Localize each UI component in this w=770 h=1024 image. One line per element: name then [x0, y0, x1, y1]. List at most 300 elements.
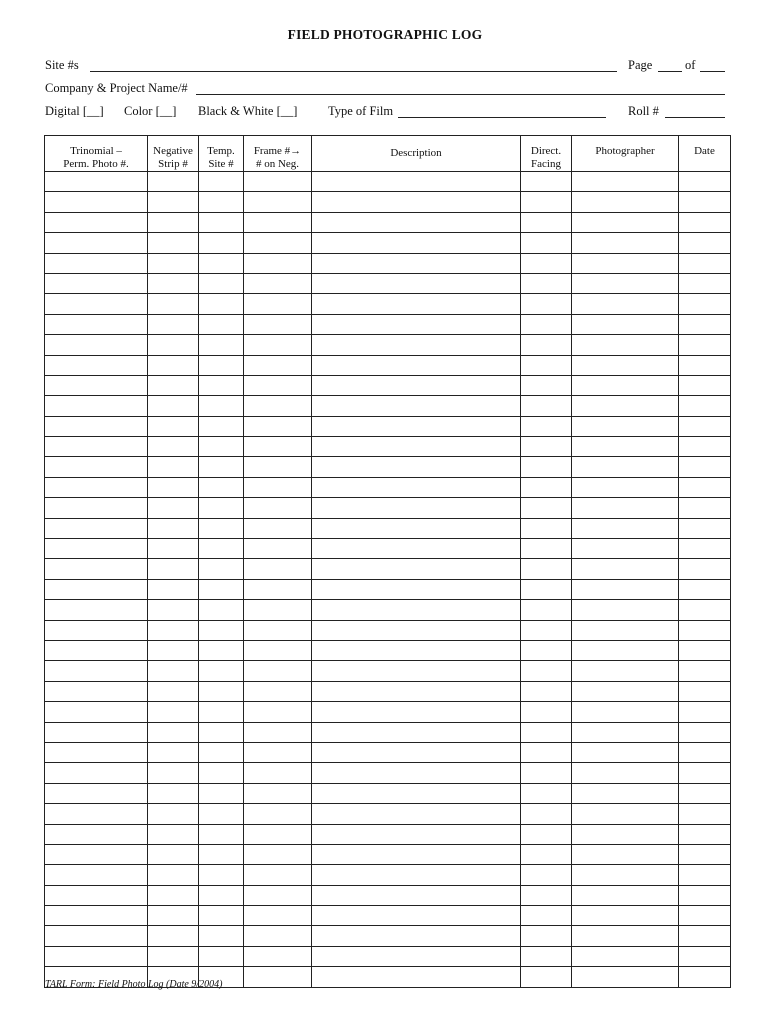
- trinomial-cell[interactable]: [45, 579, 148, 599]
- date-cell[interactable]: [679, 273, 731, 293]
- temp-site-cell[interactable]: [199, 763, 244, 783]
- temp-site-cell[interactable]: [199, 437, 244, 457]
- date-cell[interactable]: [679, 600, 731, 620]
- direction-cell[interactable]: [521, 722, 572, 742]
- description-cell[interactable]: [312, 335, 521, 355]
- photographer-cell[interactable]: [572, 477, 679, 497]
- direction-cell[interactable]: [521, 804, 572, 824]
- direction-cell[interactable]: [521, 477, 572, 497]
- direction-cell[interactable]: [521, 375, 572, 395]
- date-cell[interactable]: [679, 783, 731, 803]
- direction-cell[interactable]: [521, 579, 572, 599]
- temp-site-cell[interactable]: [199, 416, 244, 436]
- temp-site-cell[interactable]: [199, 457, 244, 477]
- temp-site-cell[interactable]: [199, 640, 244, 660]
- photographer-cell[interactable]: [572, 518, 679, 538]
- photographer-cell[interactable]: [572, 498, 679, 518]
- temp-site-cell[interactable]: [199, 335, 244, 355]
- frame-cell[interactable]: [244, 416, 312, 436]
- frame-cell[interactable]: [244, 559, 312, 579]
- frame-cell[interactable]: [244, 865, 312, 885]
- negative-strip-cell[interactable]: [148, 579, 199, 599]
- direction-cell[interactable]: [521, 926, 572, 946]
- date-cell[interactable]: [679, 437, 731, 457]
- negative-strip-cell[interactable]: [148, 804, 199, 824]
- frame-cell[interactable]: [244, 437, 312, 457]
- frame-cell[interactable]: [244, 661, 312, 681]
- frame-cell[interactable]: [244, 172, 312, 192]
- negative-strip-cell[interactable]: [148, 294, 199, 314]
- direction-cell[interactable]: [521, 600, 572, 620]
- photographer-cell[interactable]: [572, 314, 679, 334]
- photographer-cell[interactable]: [572, 844, 679, 864]
- frame-cell[interactable]: [244, 498, 312, 518]
- photographer-cell[interactable]: [572, 661, 679, 681]
- trinomial-cell[interactable]: [45, 559, 148, 579]
- temp-site-cell[interactable]: [199, 233, 244, 253]
- photographer-cell[interactable]: [572, 824, 679, 844]
- temp-site-cell[interactable]: [199, 498, 244, 518]
- negative-strip-cell[interactable]: [148, 396, 199, 416]
- photographer-cell[interactable]: [572, 335, 679, 355]
- negative-strip-cell[interactable]: [148, 518, 199, 538]
- negative-strip-cell[interactable]: [148, 885, 199, 905]
- negative-strip-cell[interactable]: [148, 946, 199, 966]
- trinomial-cell[interactable]: [45, 416, 148, 436]
- date-cell[interactable]: [679, 722, 731, 742]
- trinomial-cell[interactable]: [45, 335, 148, 355]
- direction-cell[interactable]: [521, 212, 572, 232]
- trinomial-cell[interactable]: [45, 355, 148, 375]
- photographer-cell[interactable]: [572, 355, 679, 375]
- description-cell[interactable]: [312, 885, 521, 905]
- trinomial-cell[interactable]: [45, 518, 148, 538]
- photographer-cell[interactable]: [572, 640, 679, 660]
- photographer-cell[interactable]: [572, 967, 679, 987]
- temp-site-cell[interactable]: [199, 702, 244, 722]
- temp-site-cell[interactable]: [199, 620, 244, 640]
- temp-site-cell[interactable]: [199, 273, 244, 293]
- date-cell[interactable]: [679, 375, 731, 395]
- direction-cell[interactable]: [521, 742, 572, 762]
- description-cell[interactable]: [312, 763, 521, 783]
- frame-cell[interactable]: [244, 375, 312, 395]
- negative-strip-cell[interactable]: [148, 742, 199, 762]
- description-cell[interactable]: [312, 640, 521, 660]
- photographer-cell[interactable]: [572, 233, 679, 253]
- direction-cell[interactable]: [521, 437, 572, 457]
- direction-cell[interactable]: [521, 559, 572, 579]
- description-cell[interactable]: [312, 681, 521, 701]
- date-cell[interactable]: [679, 355, 731, 375]
- photographer-cell[interactable]: [572, 906, 679, 926]
- date-cell[interactable]: [679, 661, 731, 681]
- temp-site-cell[interactable]: [199, 742, 244, 762]
- trinomial-cell[interactable]: [45, 661, 148, 681]
- temp-site-cell[interactable]: [199, 906, 244, 926]
- frame-cell[interactable]: [244, 273, 312, 293]
- temp-site-cell[interactable]: [199, 946, 244, 966]
- frame-cell[interactable]: [244, 335, 312, 355]
- photographer-cell[interactable]: [572, 681, 679, 701]
- negative-strip-cell[interactable]: [148, 375, 199, 395]
- photographer-cell[interactable]: [572, 804, 679, 824]
- frame-cell[interactable]: [244, 457, 312, 477]
- photographer-cell[interactable]: [572, 396, 679, 416]
- film-type-line[interactable]: [398, 117, 606, 118]
- direction-cell[interactable]: [521, 640, 572, 660]
- description-cell[interactable]: [312, 294, 521, 314]
- date-cell[interactable]: [679, 294, 731, 314]
- negative-strip-cell[interactable]: [148, 661, 199, 681]
- description-cell[interactable]: [312, 906, 521, 926]
- description-cell[interactable]: [312, 742, 521, 762]
- negative-strip-cell[interactable]: [148, 273, 199, 293]
- trinomial-cell[interactable]: [45, 498, 148, 518]
- date-cell[interactable]: [679, 172, 731, 192]
- trinomial-cell[interactable]: [45, 906, 148, 926]
- trinomial-cell[interactable]: [45, 926, 148, 946]
- description-cell[interactable]: [312, 273, 521, 293]
- direction-cell[interactable]: [521, 172, 572, 192]
- date-cell[interactable]: [679, 559, 731, 579]
- negative-strip-cell[interactable]: [148, 844, 199, 864]
- negative-strip-cell[interactable]: [148, 498, 199, 518]
- date-cell[interactable]: [679, 518, 731, 538]
- negative-strip-cell[interactable]: [148, 457, 199, 477]
- photographer-cell[interactable]: [572, 539, 679, 559]
- trinomial-cell[interactable]: [45, 314, 148, 334]
- temp-site-cell[interactable]: [199, 314, 244, 334]
- page-number-line[interactable]: [658, 71, 682, 72]
- frame-cell[interactable]: [244, 477, 312, 497]
- photographer-cell[interactable]: [572, 742, 679, 762]
- frame-cell[interactable]: [244, 620, 312, 640]
- trinomial-cell[interactable]: [45, 722, 148, 742]
- negative-strip-cell[interactable]: [148, 192, 199, 212]
- date-cell[interactable]: [679, 742, 731, 762]
- frame-cell[interactable]: [244, 314, 312, 334]
- date-cell[interactable]: [679, 233, 731, 253]
- negative-strip-cell[interactable]: [148, 559, 199, 579]
- date-cell[interactable]: [679, 314, 731, 334]
- direction-cell[interactable]: [521, 539, 572, 559]
- trinomial-cell[interactable]: [45, 375, 148, 395]
- temp-site-cell[interactable]: [199, 375, 244, 395]
- site-field-line[interactable]: [90, 71, 617, 72]
- negative-strip-cell[interactable]: [148, 865, 199, 885]
- date-cell[interactable]: [679, 946, 731, 966]
- temp-site-cell[interactable]: [199, 172, 244, 192]
- trinomial-cell[interactable]: [45, 804, 148, 824]
- direction-cell[interactable]: [521, 844, 572, 864]
- trinomial-cell[interactable]: [45, 600, 148, 620]
- negative-strip-cell[interactable]: [148, 355, 199, 375]
- trinomial-cell[interactable]: [45, 457, 148, 477]
- date-cell[interactable]: [679, 967, 731, 987]
- frame-cell[interactable]: [244, 294, 312, 314]
- photographer-cell[interactable]: [572, 192, 679, 212]
- date-cell[interactable]: [679, 192, 731, 212]
- photographer-cell[interactable]: [572, 437, 679, 457]
- description-cell[interactable]: [312, 192, 521, 212]
- direction-cell[interactable]: [521, 396, 572, 416]
- description-cell[interactable]: [312, 314, 521, 334]
- direction-cell[interactable]: [521, 783, 572, 803]
- direction-cell[interactable]: [521, 763, 572, 783]
- description-cell[interactable]: [312, 559, 521, 579]
- negative-strip-cell[interactable]: [148, 314, 199, 334]
- photographer-cell[interactable]: [572, 273, 679, 293]
- photographer-cell[interactable]: [572, 294, 679, 314]
- negative-strip-cell[interactable]: [148, 783, 199, 803]
- photographer-cell[interactable]: [572, 926, 679, 946]
- description-cell[interactable]: [312, 579, 521, 599]
- trinomial-cell[interactable]: [45, 233, 148, 253]
- frame-cell[interactable]: [244, 804, 312, 824]
- negative-strip-cell[interactable]: [148, 233, 199, 253]
- description-cell[interactable]: [312, 600, 521, 620]
- description-cell[interactable]: [312, 498, 521, 518]
- description-cell[interactable]: [312, 783, 521, 803]
- frame-cell[interactable]: [244, 906, 312, 926]
- trinomial-cell[interactable]: [45, 539, 148, 559]
- temp-site-cell[interactable]: [199, 681, 244, 701]
- direction-cell[interactable]: [521, 946, 572, 966]
- photographer-cell[interactable]: [572, 172, 679, 192]
- photographer-cell[interactable]: [572, 416, 679, 436]
- negative-strip-cell[interactable]: [148, 702, 199, 722]
- photographer-cell[interactable]: [572, 457, 679, 477]
- color-checkbox[interactable]: Color [__]: [124, 104, 177, 118]
- negative-strip-cell[interactable]: [148, 600, 199, 620]
- date-cell[interactable]: [679, 335, 731, 355]
- direction-cell[interactable]: [521, 233, 572, 253]
- date-cell[interactable]: [679, 885, 731, 905]
- frame-cell[interactable]: [244, 824, 312, 844]
- description-cell[interactable]: [312, 233, 521, 253]
- direction-cell[interactable]: [521, 355, 572, 375]
- photographer-cell[interactable]: [572, 579, 679, 599]
- direction-cell[interactable]: [521, 885, 572, 905]
- date-cell[interactable]: [679, 253, 731, 273]
- direction-cell[interactable]: [521, 824, 572, 844]
- direction-cell[interactable]: [521, 906, 572, 926]
- temp-site-cell[interactable]: [199, 722, 244, 742]
- photographer-cell[interactable]: [572, 946, 679, 966]
- frame-cell[interactable]: [244, 967, 312, 987]
- temp-site-cell[interactable]: [199, 539, 244, 559]
- negative-strip-cell[interactable]: [148, 620, 199, 640]
- trinomial-cell[interactable]: [45, 172, 148, 192]
- total-pages-line[interactable]: [700, 71, 725, 72]
- frame-cell[interactable]: [244, 640, 312, 660]
- temp-site-cell[interactable]: [199, 253, 244, 273]
- frame-cell[interactable]: [244, 579, 312, 599]
- direction-cell[interactable]: [521, 457, 572, 477]
- frame-cell[interactable]: [244, 844, 312, 864]
- black-white-checkbox[interactable]: Black & White [__]: [198, 104, 298, 118]
- description-cell[interactable]: [312, 212, 521, 232]
- description-cell[interactable]: [312, 967, 521, 987]
- trinomial-cell[interactable]: [45, 294, 148, 314]
- company-field-line[interactable]: [196, 94, 725, 95]
- frame-cell[interactable]: [244, 783, 312, 803]
- direction-cell[interactable]: [521, 314, 572, 334]
- trinomial-cell[interactable]: [45, 824, 148, 844]
- date-cell[interactable]: [679, 804, 731, 824]
- date-cell[interactable]: [679, 620, 731, 640]
- roll-field-line[interactable]: [665, 117, 725, 118]
- description-cell[interactable]: [312, 804, 521, 824]
- date-cell[interactable]: [679, 763, 731, 783]
- frame-cell[interactable]: [244, 885, 312, 905]
- trinomial-cell[interactable]: [45, 437, 148, 457]
- trinomial-cell[interactable]: [45, 396, 148, 416]
- negative-strip-cell[interactable]: [148, 906, 199, 926]
- direction-cell[interactable]: [521, 294, 572, 314]
- date-cell[interactable]: [679, 477, 731, 497]
- direction-cell[interactable]: [521, 416, 572, 436]
- date-cell[interactable]: [679, 926, 731, 946]
- negative-strip-cell[interactable]: [148, 335, 199, 355]
- trinomial-cell[interactable]: [45, 192, 148, 212]
- frame-cell[interactable]: [244, 702, 312, 722]
- temp-site-cell[interactable]: [199, 477, 244, 497]
- temp-site-cell[interactable]: [199, 600, 244, 620]
- temp-site-cell[interactable]: [199, 844, 244, 864]
- temp-site-cell[interactable]: [199, 661, 244, 681]
- frame-cell[interactable]: [244, 355, 312, 375]
- direction-cell[interactable]: [521, 702, 572, 722]
- photographer-cell[interactable]: [572, 722, 679, 742]
- description-cell[interactable]: [312, 375, 521, 395]
- direction-cell[interactable]: [521, 335, 572, 355]
- photographer-cell[interactable]: [572, 253, 679, 273]
- trinomial-cell[interactable]: [45, 640, 148, 660]
- temp-site-cell[interactable]: [199, 804, 244, 824]
- description-cell[interactable]: [312, 661, 521, 681]
- date-cell[interactable]: [679, 416, 731, 436]
- frame-cell[interactable]: [244, 192, 312, 212]
- frame-cell[interactable]: [244, 539, 312, 559]
- photographer-cell[interactable]: [572, 763, 679, 783]
- direction-cell[interactable]: [521, 518, 572, 538]
- negative-strip-cell[interactable]: [148, 172, 199, 192]
- frame-cell[interactable]: [244, 681, 312, 701]
- date-cell[interactable]: [679, 824, 731, 844]
- negative-strip-cell[interactable]: [148, 763, 199, 783]
- description-cell[interactable]: [312, 172, 521, 192]
- temp-site-cell[interactable]: [199, 885, 244, 905]
- trinomial-cell[interactable]: [45, 212, 148, 232]
- photographer-cell[interactable]: [572, 702, 679, 722]
- negative-strip-cell[interactable]: [148, 416, 199, 436]
- temp-site-cell[interactable]: [199, 294, 244, 314]
- temp-site-cell[interactable]: [199, 579, 244, 599]
- trinomial-cell[interactable]: [45, 865, 148, 885]
- temp-site-cell[interactable]: [199, 865, 244, 885]
- frame-cell[interactable]: [244, 212, 312, 232]
- frame-cell[interactable]: [244, 233, 312, 253]
- description-cell[interactable]: [312, 457, 521, 477]
- description-cell[interactable]: [312, 946, 521, 966]
- temp-site-cell[interactable]: [199, 783, 244, 803]
- direction-cell[interactable]: [521, 967, 572, 987]
- temp-site-cell[interactable]: [199, 926, 244, 946]
- negative-strip-cell[interactable]: [148, 824, 199, 844]
- date-cell[interactable]: [679, 457, 731, 477]
- temp-site-cell[interactable]: [199, 518, 244, 538]
- date-cell[interactable]: [679, 539, 731, 559]
- description-cell[interactable]: [312, 253, 521, 273]
- description-cell[interactable]: [312, 416, 521, 436]
- description-cell[interactable]: [312, 844, 521, 864]
- photographer-cell[interactable]: [572, 600, 679, 620]
- frame-cell[interactable]: [244, 253, 312, 273]
- trinomial-cell[interactable]: [45, 253, 148, 273]
- direction-cell[interactable]: [521, 192, 572, 212]
- temp-site-cell[interactable]: [199, 212, 244, 232]
- date-cell[interactable]: [679, 681, 731, 701]
- trinomial-cell[interactable]: [45, 946, 148, 966]
- negative-strip-cell[interactable]: [148, 539, 199, 559]
- negative-strip-cell[interactable]: [148, 640, 199, 660]
- trinomial-cell[interactable]: [45, 477, 148, 497]
- date-cell[interactable]: [679, 498, 731, 518]
- date-cell[interactable]: [679, 906, 731, 926]
- digital-checkbox[interactable]: Digital [__]: [45, 104, 104, 118]
- description-cell[interactable]: [312, 539, 521, 559]
- trinomial-cell[interactable]: [45, 763, 148, 783]
- description-cell[interactable]: [312, 620, 521, 640]
- date-cell[interactable]: [679, 579, 731, 599]
- description-cell[interactable]: [312, 702, 521, 722]
- trinomial-cell[interactable]: [45, 273, 148, 293]
- description-cell[interactable]: [312, 518, 521, 538]
- date-cell[interactable]: [679, 865, 731, 885]
- date-cell[interactable]: [679, 212, 731, 232]
- negative-strip-cell[interactable]: [148, 722, 199, 742]
- frame-cell[interactable]: [244, 722, 312, 742]
- direction-cell[interactable]: [521, 620, 572, 640]
- frame-cell[interactable]: [244, 763, 312, 783]
- frame-cell[interactable]: [244, 926, 312, 946]
- trinomial-cell[interactable]: [45, 742, 148, 762]
- trinomial-cell[interactable]: [45, 885, 148, 905]
- trinomial-cell[interactable]: [45, 783, 148, 803]
- photographer-cell[interactable]: [572, 885, 679, 905]
- negative-strip-cell[interactable]: [148, 477, 199, 497]
- trinomial-cell[interactable]: [45, 702, 148, 722]
- direction-cell[interactable]: [521, 498, 572, 518]
- temp-site-cell[interactable]: [199, 192, 244, 212]
- temp-site-cell[interactable]: [199, 559, 244, 579]
- photographer-cell[interactable]: [572, 559, 679, 579]
- description-cell[interactable]: [312, 396, 521, 416]
- description-cell[interactable]: [312, 437, 521, 457]
- direction-cell[interactable]: [521, 661, 572, 681]
- negative-strip-cell[interactable]: [148, 681, 199, 701]
- date-cell[interactable]: [679, 640, 731, 660]
- frame-cell[interactable]: [244, 396, 312, 416]
- negative-strip-cell[interactable]: [148, 212, 199, 232]
- direction-cell[interactable]: [521, 253, 572, 273]
- negative-strip-cell[interactable]: [148, 253, 199, 273]
- photographer-cell[interactable]: [572, 865, 679, 885]
- negative-strip-cell[interactable]: [148, 926, 199, 946]
- photographer-cell[interactable]: [572, 783, 679, 803]
